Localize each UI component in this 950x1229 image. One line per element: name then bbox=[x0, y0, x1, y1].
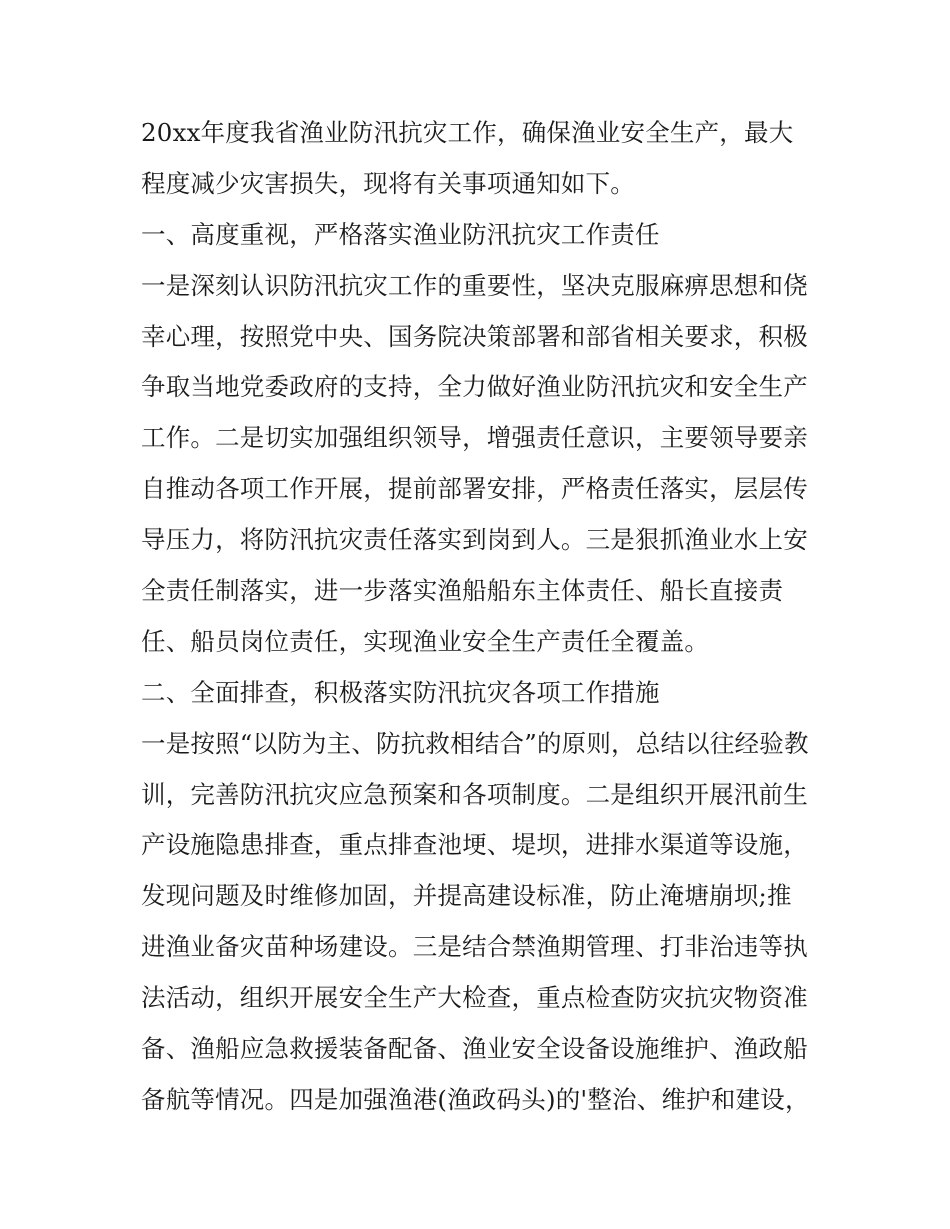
text-line: 备航等情况。四是加强渔港(渔政码头)的'整治、维护和建设， bbox=[141, 1084, 810, 1114]
text-line: 训，完善防汛抗灾应急预案和各项制度。二是组织开展汛前生 bbox=[141, 779, 808, 809]
text-line: 任、船员岗位责任，实现渔业安全生产责任全覆盖。 bbox=[141, 626, 710, 656]
document-body bbox=[141, 108, 817, 1126]
section-heading: 一、高度重视，严格落实渔业防汛抗灾工作责任 bbox=[141, 219, 660, 249]
text-line: 法活动，组织开展安全生产大检查，重点检查防灾抗灾物资准 bbox=[141, 983, 808, 1013]
text-line: 产设施隐患排查，重点排查池埂、堤坝，进排水渠道等设施， bbox=[141, 830, 808, 860]
text-line: 导压力，将防汛抗灾责任落实到岗到人。三是狠抓渔业水上安 bbox=[141, 525, 808, 555]
text-line: 一是按照“以防为主、防抗救相结合”的原则，总结以往经验教 bbox=[141, 728, 809, 758]
text-line: 备、渔船应急救援装备配备、渔业安全设备设施维护、渔政船 bbox=[141, 1034, 808, 1064]
text-line: 争取当地党委政府的支持，全力做好渔业防汛抗灾和安全生产 bbox=[141, 372, 808, 402]
text-line: 20xx年度我省渔业防汛抗灾工作，确保渔业安全生产，最大 bbox=[141, 118, 794, 147]
text-line: 幸心理，按照党中央、国务院决策部署和部省相关要求，积极 bbox=[141, 321, 808, 351]
text-line: 全责任制落实，进一步落实渔船船东主体责任、船长直接责 bbox=[141, 576, 784, 606]
text-line: 一是深刻认识防汛抗灾工作的重要性，坚决克服麻痹思想和侥 bbox=[141, 270, 808, 300]
text-line: 自推动各项工作开展，提前部署安排，严格责任落实，层层传 bbox=[141, 474, 808, 504]
section-heading: 二、全面排查，积极落实防汛抗灾各项工作措施 bbox=[141, 677, 660, 707]
text-line: 进渔业备灾苗种场建设。三是结合禁渔期管理、打非治违等执 bbox=[141, 932, 808, 962]
text-line: 程度减少灾害损失，现将有关事项通知如下。 bbox=[141, 168, 635, 198]
text-line: 工作。二是切实加强组织领导，增强责任意识，主要领导要亲 bbox=[141, 423, 808, 453]
text-line: 发现问题及时维修加固，并提高建设标准，防止淹塘崩坝;推 bbox=[141, 881, 792, 911]
